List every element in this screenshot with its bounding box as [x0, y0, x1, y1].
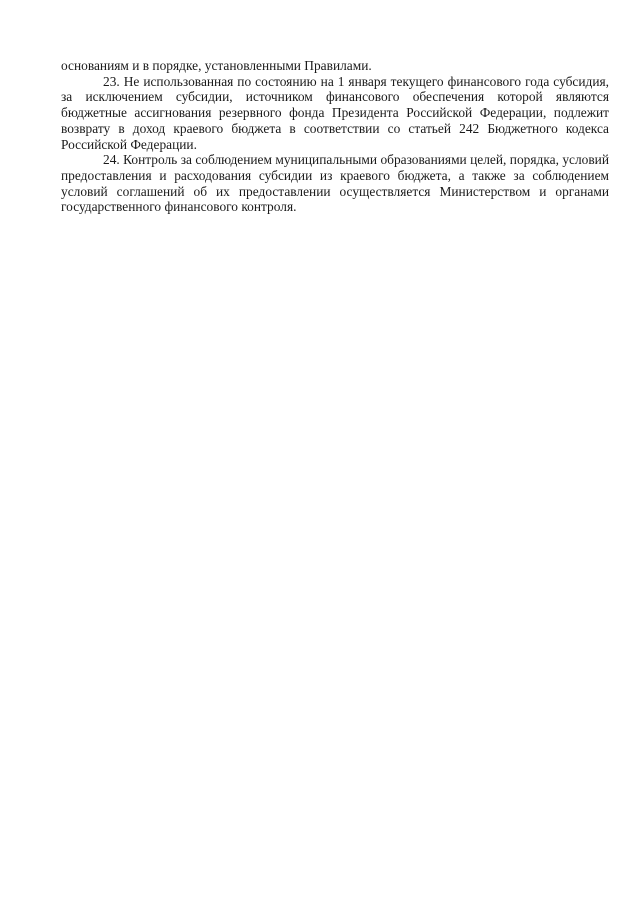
- document-body: [61, 58, 609, 215]
- paragraph-clause-24: 24. Контроль за соблюдением муниципальными образованиями целей, порядка, условий предоставления и расходования субсидии из краевого бюджета, а также за соблюдением условий соглашений об их предоставлении осуществляется Министерством и органами государственного финансового контроля.: [61, 152, 609, 215]
- paragraph-continuation: основаниям и в порядке, установленными Правилами.: [61, 58, 372, 73]
- paragraph-clause-23: 23. Не использованная по состоянию на 1 января текущего финансового года субсидия, за исключением субсидии, источником финансового обеспечения которой являются бюджетные ассигнования резервного фонда Президента Российской Федерации, подлежит возврату в доход краевого бюджета в соответствии со статьей 242 Бюджетного кодекса Российской Федерации.: [61, 73, 609, 152]
